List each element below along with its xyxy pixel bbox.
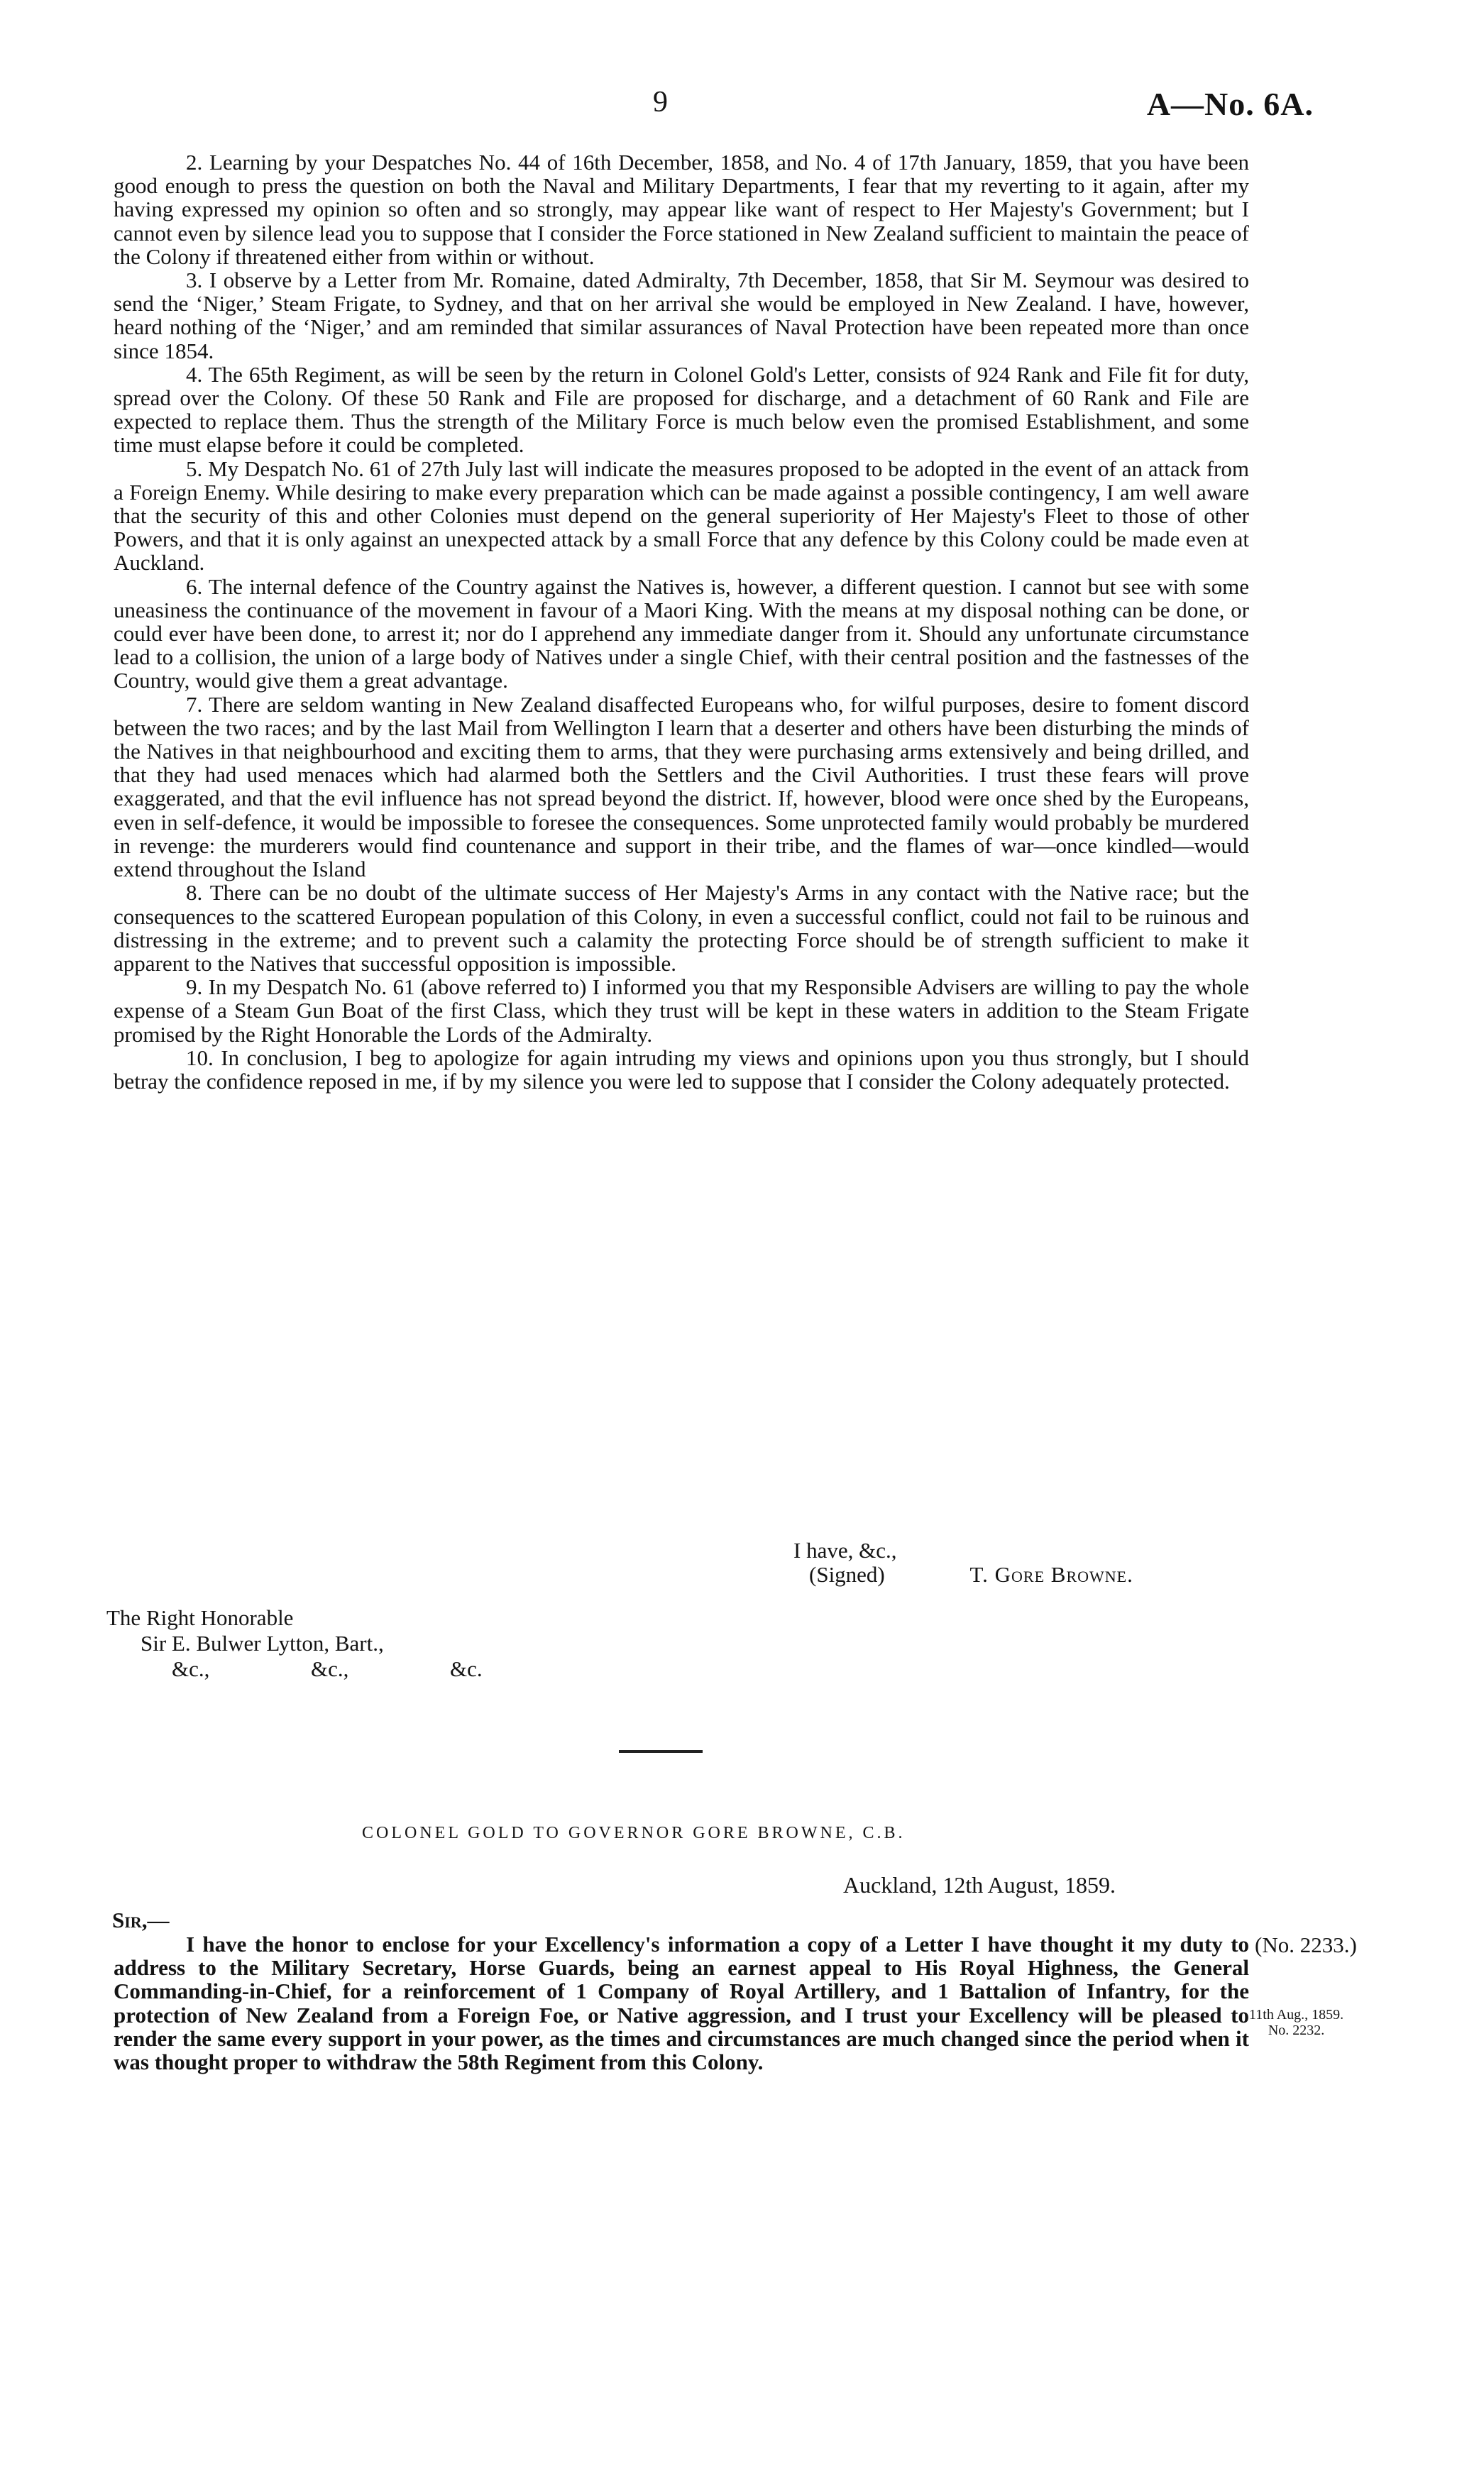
etc-2: &c., bbox=[311, 1656, 349, 1681]
page-number: 9 bbox=[653, 86, 668, 119]
margin-reference-2-number: No. 2232. bbox=[1268, 2023, 1325, 2038]
signatory-name: T. Gore Browne. bbox=[969, 1562, 1133, 1587]
letter-paragraph: I have the honor to enclose for your Excellency's information a copy of a Letter I have thought it my duty to address to the Military Secretary, Horse Guards, being an earnest appeal to His Royal Highness, the General Commanding-in-Chief, for a reinforcement of 1 Company of Royal Artillery, and 1 Battalion of Infantry, for the protection of New Zealand from a Foreign Foe, or Native aggression, and I trust your Excellency will be pleased to render the same every support in your power, as the times and circumstances are much changed since the period when it was thought proper to withdraw the 58th Regiment from this Colony. bbox=[114, 1932, 1249, 2075]
paragraph-2: 2. Learning by your Despatches No. 44 of 16th December, 1858, and No. 4 of 17th January, 1859, that you have been good enough to press the question on both the Naval and Military Departments, I fear that my reverting to it again, after my having expressed my opinion so often and so strongly, may appear like want of respect to Her Majesty's Government; but I cannot even by silence lead you to suppose that I consider the Force stationed in New Zealand sufficient to maintain the peace of the Colony if threatened either from within or without. bbox=[114, 150, 1249, 269]
despatch-body bbox=[114, 150, 1249, 1093]
letter-body bbox=[114, 1932, 1249, 2074]
addressee-line-1: The Right Honorable bbox=[106, 1605, 294, 1630]
addressee-etc bbox=[106, 1656, 589, 1682]
margin-reference-2 bbox=[1249, 2007, 1343, 2038]
letter-dateline: Auckland, 12th August, 1859. bbox=[843, 1872, 1116, 1898]
section-divider bbox=[619, 1750, 703, 1753]
margin-reference-1: (No. 2233.) bbox=[1255, 1932, 1357, 1957]
etc-3: &c. bbox=[450, 1656, 483, 1681]
paragraph-6: 6. The internal defence of the Country against the Natives is, however, a different question. I cannot but see with some uneasiness the continuance of the movement in favour of a Maori King. With the means at my disposal nothing can be done, or could ever have been done, to arrest it; nor do I apprehend any immediate danger from it. Should any unfortunate circumstance lead to a collision, the union of a large body of Natives under a single Chief, with their central position and the fastnesses of the Country, would give them a great advantage. bbox=[114, 573, 1249, 693]
paragraph-8: 8. There can be no doubt of the ultimate success of Her Majesty's Arms in any contact with the Native race; but the consequences to the scattered European population of this Colony, in even a successful conflict, could not fail to be ruinous and distressing in the extreme; and to prevent such a calamity the protecting Force should be of strength sufficient to make it apparent to the Natives that successful opposition is impossible. bbox=[114, 880, 1249, 976]
paragraph-3: 3. I observe by a Letter from Mr. Romaine, dated Admiralty, 7th December, 1858, that Sir M. Seymour was desired to send the ‘Niger,’ Steam Frigate, to Sydney, and that on her arrival she would be employed in New Zealand. I have, however, heard nothing of the ‘Niger,’ and am reminded that similar assurances of Naval Protection have been repeated more than once since 1854. bbox=[114, 268, 1249, 363]
closing: I have, &c., bbox=[793, 1538, 897, 1563]
addressee-block bbox=[106, 1605, 589, 1682]
signed-line bbox=[809, 1563, 1133, 1587]
paragraph-9: 9. In my Despatch No. 61 (above referred to) I informed you that my Responsible Advisers are willing to pay the whole expense of a Steam Gun Boat of the first Class, which they trust will be kept in these waters in addition to the Steam Frigate promised by the Right Honorable the Lords of the Admiralty. bbox=[114, 974, 1249, 1047]
paragraph-5: 5. My Despatch No. 61 of 27th July last will indicate the measures proposed to be adopted in the event of an attack from a Foreign Enemy. While desiring to make every preparation which can be made against a possible contingency, I am well aware that the security of this and other Colonies must depend on the general superiority of Her Majesty's Fleet to those of other Powers, and that it is only against an unexpected attack by a small Force that any defence by this Colony could be made even at Auckland. bbox=[114, 456, 1249, 576]
salutation: Sir,— bbox=[112, 1908, 170, 1932]
etc-1: &c., bbox=[172, 1656, 210, 1681]
margin-reference-2-date: 11th Aug., 1859. bbox=[1249, 2007, 1344, 2023]
signed-label: (Signed) bbox=[809, 1562, 885, 1587]
paragraph-4: 4. The 65th Regiment, as will be seen by the return in Colonel Gold's Letter, consists of 924 Rank and File fit for duty, spread over the Colony. Of these 50 Rank and File are proposed for discharge, and a detachment of 60 Rank and File are expected to replace them. Thus the strength of the Military Force is much below even the promised Establishment, and some time must elapse before it could be completed. bbox=[114, 361, 1249, 458]
paragraph-7: 7. There are seldom wanting in New Zealand disaffected Europeans who, for wilful purposes, desire to foment discord between the two races; and by the last Mail from Wellington I learn that a deserter and others have been disturbing the minds of the Natives in that neighbourhood and exciting them to arms, that they were purchasing arms extensively and being drilled, and that they had used menaces which had alarmed both the Settlers and the Civil Authorities. I trust these fears will prove exaggerated, and that the evil influence has not spread beyond the district. If, however, blood were once shed by the Europeans, even in self-defence, it would be impossible to foresee the consequences. Some unprotected family would probably be murdered in revenge: the murderers would find countenance and support in their tribe, and the flames of war—once kindled—would extend throughout the Island bbox=[114, 691, 1249, 882]
signature-block bbox=[793, 1539, 1133, 1587]
paragraph-10: 10. In conclusion, I beg to apologize for again intruding my views and opinions upon you thus strongly, but I should betray the confidence reposed in me, if by my silence you were led to suppose that I consider the Colony adequately protected. bbox=[114, 1045, 1249, 1094]
addressee-line-2: Sir E. Bulwer Lytton, Bart., bbox=[141, 1631, 384, 1656]
document-code: A—No. 6A. bbox=[1146, 86, 1314, 122]
letter-heading: COLONEL GOLD TO GOVERNOR GORE BROWNE, C.B. bbox=[362, 1824, 906, 1842]
